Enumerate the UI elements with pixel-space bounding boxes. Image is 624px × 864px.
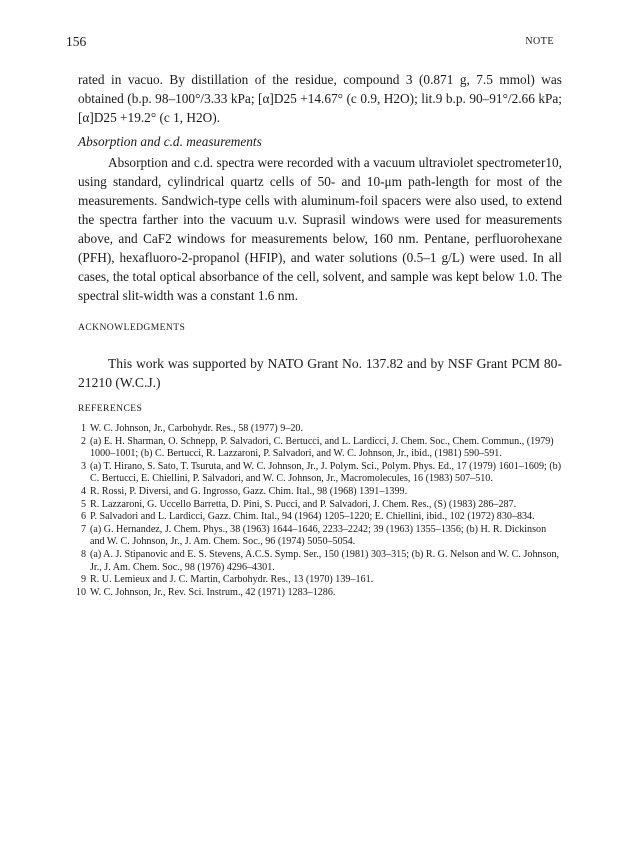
reference-number: 4 [80,485,86,497]
reference-text: (a) G. Hernandez, J. Chem. Phys., 38 (1963) 1644–1646, 2233–2242; 39 (1963) 1355–1356; (b) H. R. Dickinson and W. C. Johnson, Jr., J. Am. Chem. Soc., 96 (1974) 5050–5054. [90,523,547,548]
reference-text: P. Salvadori and L. Lardicci, Gazz. Chim. Ital., 94 (1964) 1205–1220; E. Chiellini, ibid., 102 (1972) 830–834. [90,511,535,523]
reference-number: 7 [80,523,86,535]
page-number: 156 [66,34,87,49]
references-heading: REFERENCES [78,403,143,414]
references-list [70,423,562,599]
reference-text: (a) E. H. Sharman, O. Schnepp, P. Salvadori, C. Bertucci, and L. Lardicci, J. Chem. Soc., Chem. Commun., (1979) 1000–1001; (b) C. Bertucci, R. Lazzaroni, P. Salvadori, and W. C. Johnson, Jr., ibid., (1981) 590–591. [90,435,554,460]
reference-item [70,549,562,574]
reference-item [70,499,562,512]
reference-number: 2 [80,435,86,447]
paragraph-2: Absorption and c.d. spectra were recorded with a vacuum ultraviolet spectrometer10, using standard, cylindrical quartz cells of 50- and 10-μm path-length for most of the measurements. Sandwich-type cells with aluminum-foil spacers were also used, to extend the spectra farther into the vacuum u.v. Suprasil windows were used for measurements above, and CaF2 windows for measurements below, 160 nm. Pentane, perfluorohexane (PFH), hexafluoro-2-propanol (HFIP), and water solutions (0.5–1 g/L) were used. In all cases, the total optical absorbance of the cell, solvent, and sample was kept below 1.0. The spectral slit-width was a constant 1.6 nm. [78,155,562,303]
reference-number: 9 [80,574,86,586]
reference-text: R. Lazzaroni, G. Uccello Barretta, D. Pini, S. Pucci, and P. Salvadori, J. Chem. Res., (S) (1983) 286–287. [90,498,517,510]
reference-item [70,587,562,600]
reference-text: (a) A. J. Stipanovic and E. S. Stevens, A.C.S. Symp. Ser., 150 (1981) 303–315; (b) R. G. Nelson and W. C. Johnson, Jr., J. Am. Chem. Soc., 98 (1976) 4296–4301. [90,548,560,573]
reference-text: W. C. Johnson, Jr., Rev. Sci. Instrum., 42 (1971) 1283–1286. [90,586,336,598]
reference-number: 6 [80,511,86,523]
reference-item [70,436,562,461]
reference-item [70,574,562,587]
acknowledgments-heading: ACKNOWLEDGMENTS [78,322,186,333]
reference-item [70,423,562,436]
reference-text: R. Rossi, P. Diversi, and G. Ingrosso, Gazz. Chim. Ital., 98 (1968) 1391–1399. [90,485,408,497]
page-header [66,34,554,50]
reference-number: 1 [80,423,86,434]
reference-text: R. U. Lemieux and J. C. Martin, Carbohydr. Res., 13 (1970) 139–161. [90,574,374,586]
reference-item [70,511,562,524]
reference-number: 5 [80,498,86,510]
paragraph-1: rated in vacuo. By distillation of the residue, compound 3 (0.871 g, 7.5 mmol) was obtained (b.p. 98–100°/3.33 kPa; [α]D25 +14.67° (c 0.9, H2O); lit.9 b.p. 90–91°/2.66 kPa; [α]D25 +19.2° (c 1, H2O). [78,72,562,125]
section-title: Absorption and c.d. measurements [78,134,262,149]
reference-item [70,524,562,549]
reference-item [70,461,562,486]
reference-number: 8 [80,548,86,560]
acknowledgments-text: This work was supported by NATO Grant No. 137.82 and by NSF Grant PCM 80-21210 (W.C.J.) [78,356,562,390]
reference-text: W. C. Johnson, Jr., Carbohydr. Res., 58 (1977) 9–20. [90,423,303,434]
section-label: NOTE [525,36,554,47]
reference-number: 10 [75,586,86,598]
reference-number: 3 [80,460,86,472]
reference-item [70,486,562,499]
reference-text: (a) T. Hirano, S. Sato, T. Tsuruta, and W. C. Johnson, Jr., J. Polym. Sci., Polym. Phys. Ed., 17 (1979) 1601–1609; (b) C. Bertucci, E. Chiellini, P. Salvadori, and W. C. Johnson, Jr., Macromolecules, 16 (1983) 507–510. [90,460,562,485]
